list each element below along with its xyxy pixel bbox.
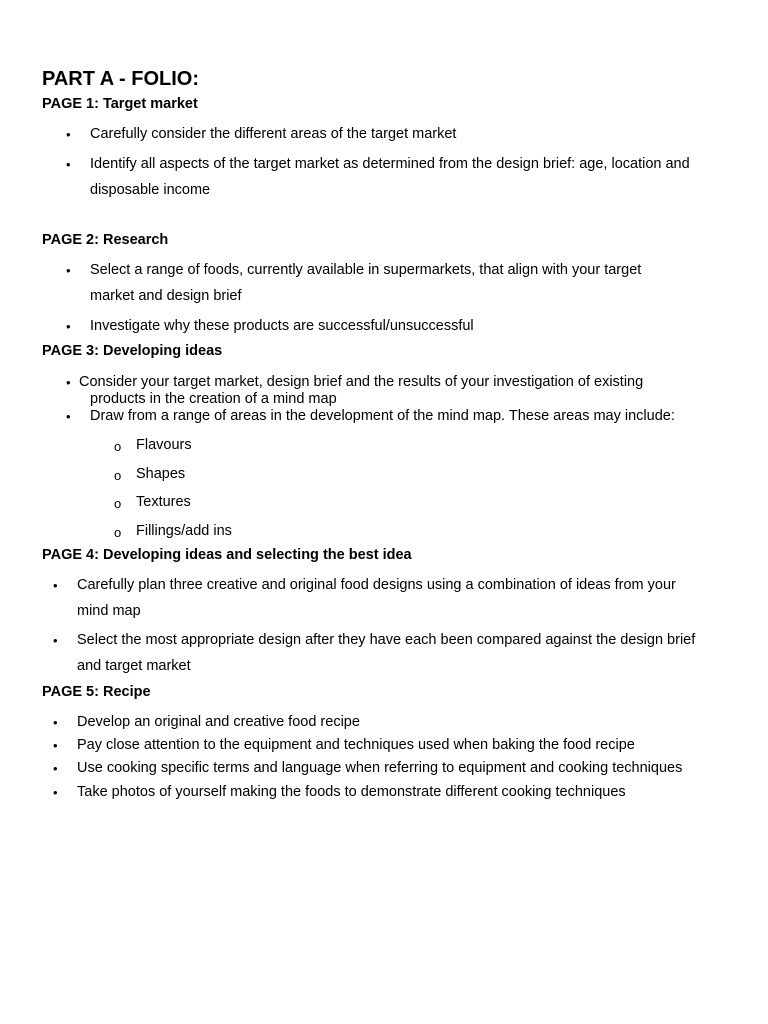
- list-item-text: Pay close attention to the equipment and techniques used when baking the food recipe: [77, 737, 635, 753]
- list-item-text: Carefully plan three creative and original food designs using a combination of ideas from your: [77, 577, 676, 593]
- list-item-text: Select the most appropriate design after they have each been compared against the design brief: [77, 632, 696, 648]
- list-item-text: Draw from a range of areas in the development of the mind map. These areas may include:: [90, 408, 675, 424]
- list-item-text: Use cooking specific terms and language when referring to equipment and cooking techniques: [77, 760, 683, 776]
- bullet-marker: •: [66, 263, 71, 278]
- bullet-marker: •: [53, 633, 58, 648]
- sub-bullet-marker: o: [114, 496, 122, 511]
- sub-bullet-marker: o: [114, 439, 122, 454]
- list-item-text: Investigate why these products are successful/unsuccessful: [90, 318, 474, 334]
- list-item-text: products in the creation of a mind map: [90, 391, 337, 407]
- section-heading-page-1: PAGE 1: Target market: [42, 96, 198, 112]
- list-item-text: Select a range of foods, currently available in supermarkets, that align with your target: [90, 262, 642, 278]
- list-item-text: Develop an original and creative food recipe: [77, 714, 360, 730]
- list-item-text: Identify all aspects of the target market as determined from the design brief: age, location and: [90, 156, 690, 172]
- section-heading-page-2: PAGE 2: Research: [42, 232, 169, 248]
- bullet-marker: •: [66, 157, 71, 172]
- sub-list-item-text: Textures: [136, 494, 191, 510]
- sub-bullet-marker: o: [114, 468, 122, 483]
- bullet-marker: •: [66, 375, 71, 390]
- section-heading-page-4: PAGE 4: Developing ideas and selecting the best idea: [42, 547, 412, 563]
- sub-list-item-text: Shapes: [136, 466, 186, 482]
- list-item-text: and target market: [77, 658, 191, 674]
- list-item-text: market and design brief: [90, 288, 242, 304]
- sub-bullet-marker: o: [114, 525, 122, 540]
- sub-list-item-text: Flavours: [136, 437, 192, 453]
- list-item-text: Consider your target market, design brief and the results of your investigation of existing: [79, 374, 644, 390]
- list-item-text: Carefully consider the different areas of the target market: [90, 126, 457, 142]
- bullet-marker: •: [53, 578, 58, 593]
- bullet-marker: •: [66, 409, 71, 424]
- bullet-marker: •: [53, 785, 58, 800]
- bullet-marker: •: [66, 319, 71, 334]
- list-item-text: Take photos of yourself making the foods to demonstrate different cooking techniques: [77, 784, 626, 800]
- bullet-marker: •: [53, 738, 58, 753]
- sub-list-item-text: Fillings/add ins: [136, 523, 232, 539]
- list-item-text: mind map: [77, 603, 141, 619]
- section-heading-page-5: PAGE 5: Recipe: [42, 684, 151, 700]
- bullet-marker: •: [53, 761, 58, 776]
- bullet-marker: •: [53, 715, 58, 730]
- bullet-marker: •: [66, 127, 71, 142]
- list-item-text: disposable income: [90, 182, 211, 198]
- section-heading-page-3: PAGE 3: Developing ideas: [42, 343, 223, 359]
- document-title: PART A - FOLIO:: [42, 68, 200, 90]
